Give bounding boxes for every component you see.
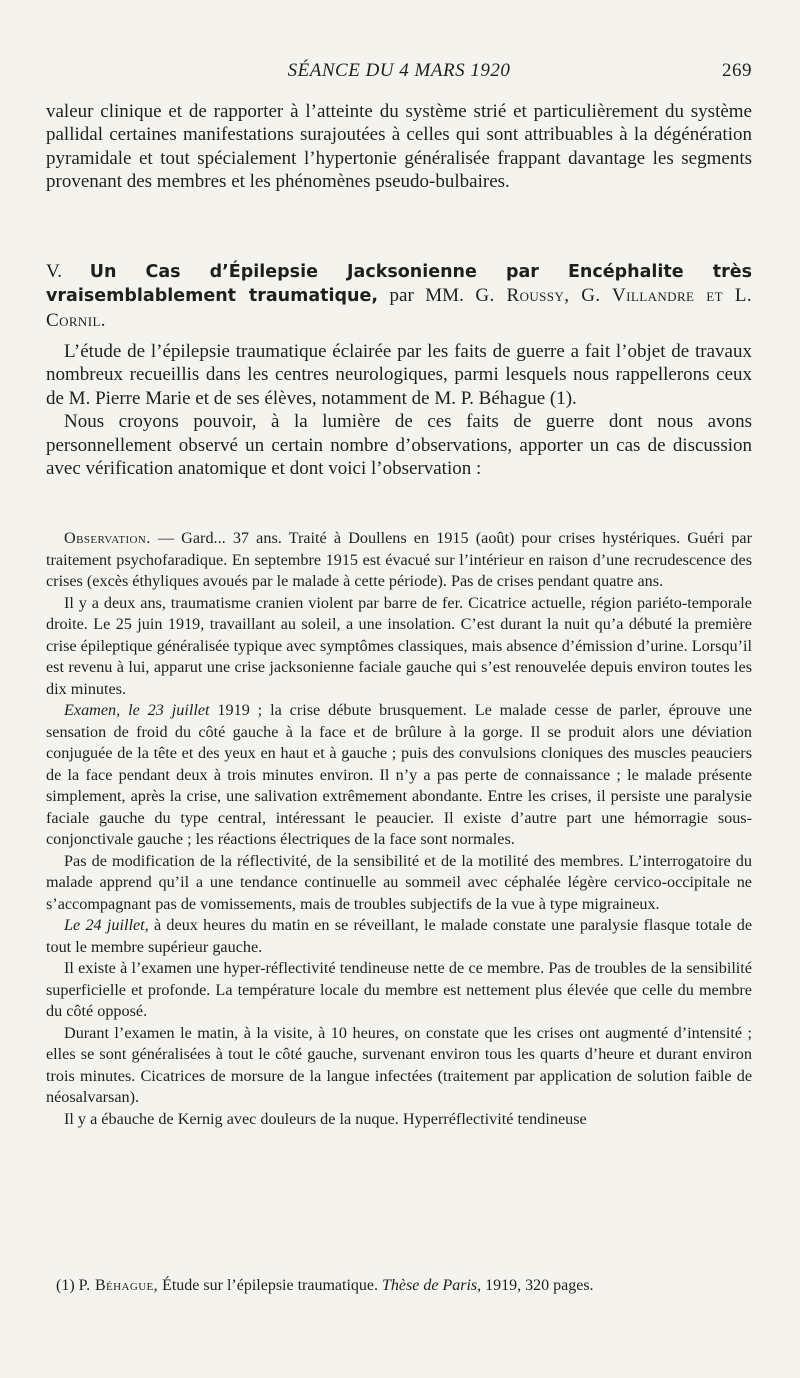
section-title [46, 260, 752, 332]
section-authors: G. Roussy, G. Villandre et L. Cornil. [46, 285, 752, 331]
observation-lead: — Gard... 37 ans. Traité à Doullens en 1915 (août) pour crises hystériques. Guéri par traitement psychofaradique. En septembre 1915 est évacué sur l’intérieur en raison d’une recrudescence des crises (excès éthyliques avoués par le malade à cette période). Pas de crises pendant quatre ans. [46, 529, 752, 590]
observation-label: Observation. [64, 529, 151, 547]
observation-lead-paragraph [46, 528, 752, 593]
footnote-author: P. Béhague, [78, 1277, 159, 1294]
observation-paragraph-3 [46, 700, 752, 851]
introduction-block [46, 340, 752, 480]
observation-paragraph-2: Il y a deux ans, traumatisme cranien violent par barre de fer. Cicatrice actuelle, région pariéto-temporale droite. Le 25 juin 1919, travaillant au soleil, a une insolation. C’est durant la nuit qu’a débuté la première crise épileptique généralisée typique avec symptômes classiques, mais absence d’émission d’urine. Lorsqu’il est revenu à lui, apparut une crise jacksonienne faciale gauche qui s’est renouvelée depuis environ toutes les dix minutes. [46, 593, 752, 698]
footnote-thesis: Thèse de Paris, [382, 1277, 482, 1294]
footnote-text: Étude sur l’épilepsie traumatique. [158, 1277, 383, 1294]
authors-prefix: par MM. [389, 285, 464, 307]
observation-paragraph-6: Il existe à l’examen une hyper-réflectivité tendineuse nette de ce membre. Pas de troubles de la sensibilité superficielle et profonde. La température locale du membre est nettement plus élevée que celle du membre du côté opposé. [46, 959, 752, 1020]
section-number: V. [46, 261, 63, 282]
examen-date: Examen, le 23 juillet [64, 701, 210, 719]
section-title-block [46, 260, 752, 332]
paralysis-date: Le 24 juillet, [64, 916, 149, 934]
examen-text: 1919 ; la crise débute brusquement. Le malade cesse de parler, éprouve une sensation de froid du côté gauche à la face et de brûlure à la gorge. Il se produit alors une déviation conjuguée de la tête et des yeux en haut et à gauche ; puis des convulsions cloniques des muscles peauciers de la face pendant deux à trois minutes environ. Il n’y a pas perte de connaissance ; le malade présente simplement, après la crise, une salivation extrêmement abondante. Entre les crises, il persiste une paralysie faciale gauche du type central, intéressant le peaucier. Il existe d’autre part une hémorragie sous-conjonctivale gauche ; les réactions électriques de la face sont normales. [46, 701, 752, 848]
running-head [46, 60, 752, 88]
intro-paragraph-block [46, 100, 752, 194]
footnote [56, 1276, 756, 1296]
observation-paragraph-8: Il y a ébauche de Kernig avec douleurs de la nuque. Hyperréflectivité tendineuse [64, 1109, 587, 1128]
running-title: SÉANCE DU 4 MARS 1920 [287, 60, 511, 81]
section-heading: Un Cas d’Épilepsie Jacksonienne par Encéphalite très vraisemblablement traumatique, [46, 262, 752, 307]
paragraph-etude: L’étude de l’épilepsie traumatique éclairée par les faits de guerre a fait l’objet de travaux nombreux recueillis dans les centres neurologiques, parmi lesquels nous rappellerons ceux de M. Pierre Marie et de ses élèves, notamment de M. P. Béhague (1). [46, 341, 752, 409]
footnote-tail: 1919, 320 pages. [481, 1277, 594, 1294]
paralysis-text: à deux heures du matin en se réveillant, le malade constate une paralysie flasque totale de tout le membre supérieur gauche. [46, 916, 752, 956]
observation-block [46, 528, 752, 1130]
footnote-mark: (1) [56, 1277, 75, 1294]
intro-paragraph: valeur clinique et de rapporter à l’atteinte du système strié et particulièrement du système pallidal certaines manifestations surajoutées à celles qui sont attribuables à la dégénération pyramidale et tout spécialement l’hypertonie généralisée frappant davantage les segments provenant des membres et les phénomènes pseudo-bulbaires. [46, 101, 752, 193]
page-number: 269 [722, 60, 752, 81]
paragraph-nous-croyons: Nous croyons pouvoir, à la lumière de ces faits de guerre dont nous avons personnellement observé un certain nombre d’observations, apporter un cas de discussion avec vérification anatomique et dont voici l’observation : [46, 411, 752, 480]
observation-paragraph-5 [46, 915, 752, 958]
observation-paragraph-4: Pas de modification de la réflectivité, de la sensibilité et de la motilité des membres. L’interrogatoire du malade apprend qu’il a une tendance continuelle au sommeil avec céphalée légère cervico-occipitale ne s’accompagnant pas de vomissements, mais de troubles subjectifs de la vue à type migraineux. [46, 851, 752, 913]
observation-paragraph-7: Durant l’examen le matin, à la visite, à 10 heures, on constate que les crises ont augmenté d’intensité ; elles se sont généralisées à tout le côté gauche, survenant environ tous les quarts d’heure et durant environ trois minutes. Cicatrices de morsure de la langue infectées (traitement par application de solution faible de néosalvarsan). [46, 1023, 752, 1106]
